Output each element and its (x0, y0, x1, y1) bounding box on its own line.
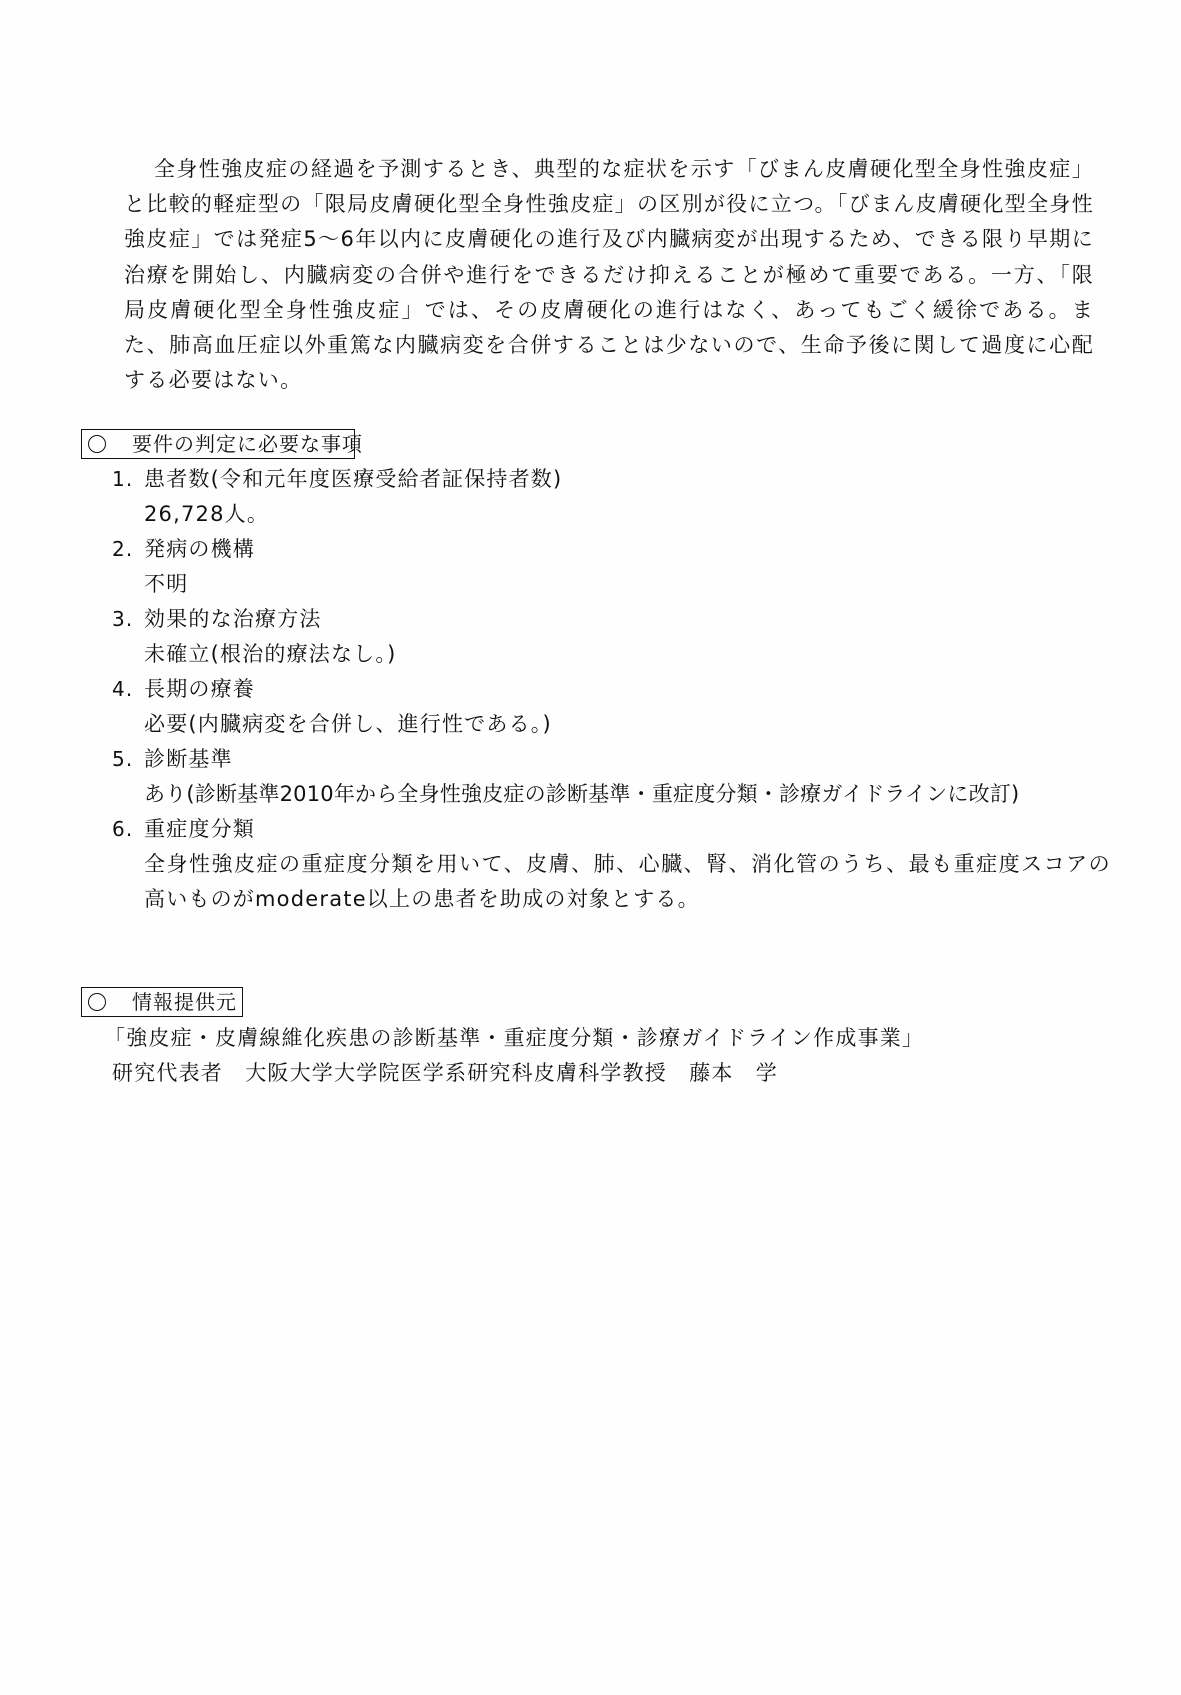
item-value: 未確立(根治的療法なし。) (144, 642, 397, 666)
item-number: 1. (112, 467, 134, 491)
item-value: 全身性強皮症の重症度分類を用いて、皮膚、肺、心臓、腎、消化管のうち、最も重症度スコアの (144, 852, 1112, 876)
item-title: 重症度分類 (144, 817, 255, 841)
item-number: 4. (112, 677, 134, 701)
item-number: 5. (112, 747, 134, 771)
item-value: 必要(内臓病変を合併し、進行性である。) (144, 712, 552, 736)
item-number: 3. (112, 607, 134, 631)
source-project: 「強皮症・皮膚線維化疾患の診断基準・重症度分類・診療ガイドライン作成事業」 (104, 1026, 925, 1050)
intro-paragraph: 全身性強皮症の経過を予測するとき、典型的な症状を示す「びまん皮膚硬化型全身性強皮症」と比較的軽症型の「限局皮膚硬化型全身性強皮症」の区別が役に立つ。「びまん皮膚硬化型全身性強皮症」では発症5〜6年以内に皮膚硬化の進行及び内臓病変が出現するため、できる限り早期に治療を開始し、内臓病変の合併や進行をできるだけ抑えることが極めて重要である。一方、「限局皮膚硬化型全身性強皮症」では、その皮膚硬化の進行はなく、あってもごく緩徐である。また、肺高血圧症以外重篤な内臓病変を合併することは少ないので、生命予後に関して過度に心配する必要はない。 (124, 157, 1094, 393)
source-heading-box (81, 987, 243, 1017)
item-title: 長期の療養 (144, 677, 255, 701)
item-value: あり(診断基準2010年から全身性強皮症の診断基準・重症度分類・診療ガイドラインに改訂) (144, 782, 1020, 806)
item-title: 患者数(令和元年度医療受給者証保持者数) (144, 467, 563, 491)
circle-icon (88, 993, 106, 1011)
item-number: 6. (112, 817, 134, 841)
item-value: 不明 (144, 572, 189, 596)
requirements-heading-box (81, 429, 363, 459)
item-title: 診断基準 (144, 747, 233, 771)
circle-icon (88, 435, 106, 453)
item-title: 効果的な治療方法 (144, 607, 322, 631)
source-heading: 情報提供元 (132, 990, 237, 1014)
requirements-heading: 要件の判定に必要な事項 (132, 432, 363, 456)
item-value: 26,728人。 (144, 502, 270, 526)
item-number: 2. (112, 537, 134, 561)
item-title: 発病の機構 (144, 537, 255, 561)
item-value: 高いものがmoderate以上の患者を助成の対象とする。 (144, 887, 700, 911)
source-representative: 研究代表者 大阪大学大学院医学系研究科皮膚科学教授 藤本 学 (112, 1061, 778, 1085)
